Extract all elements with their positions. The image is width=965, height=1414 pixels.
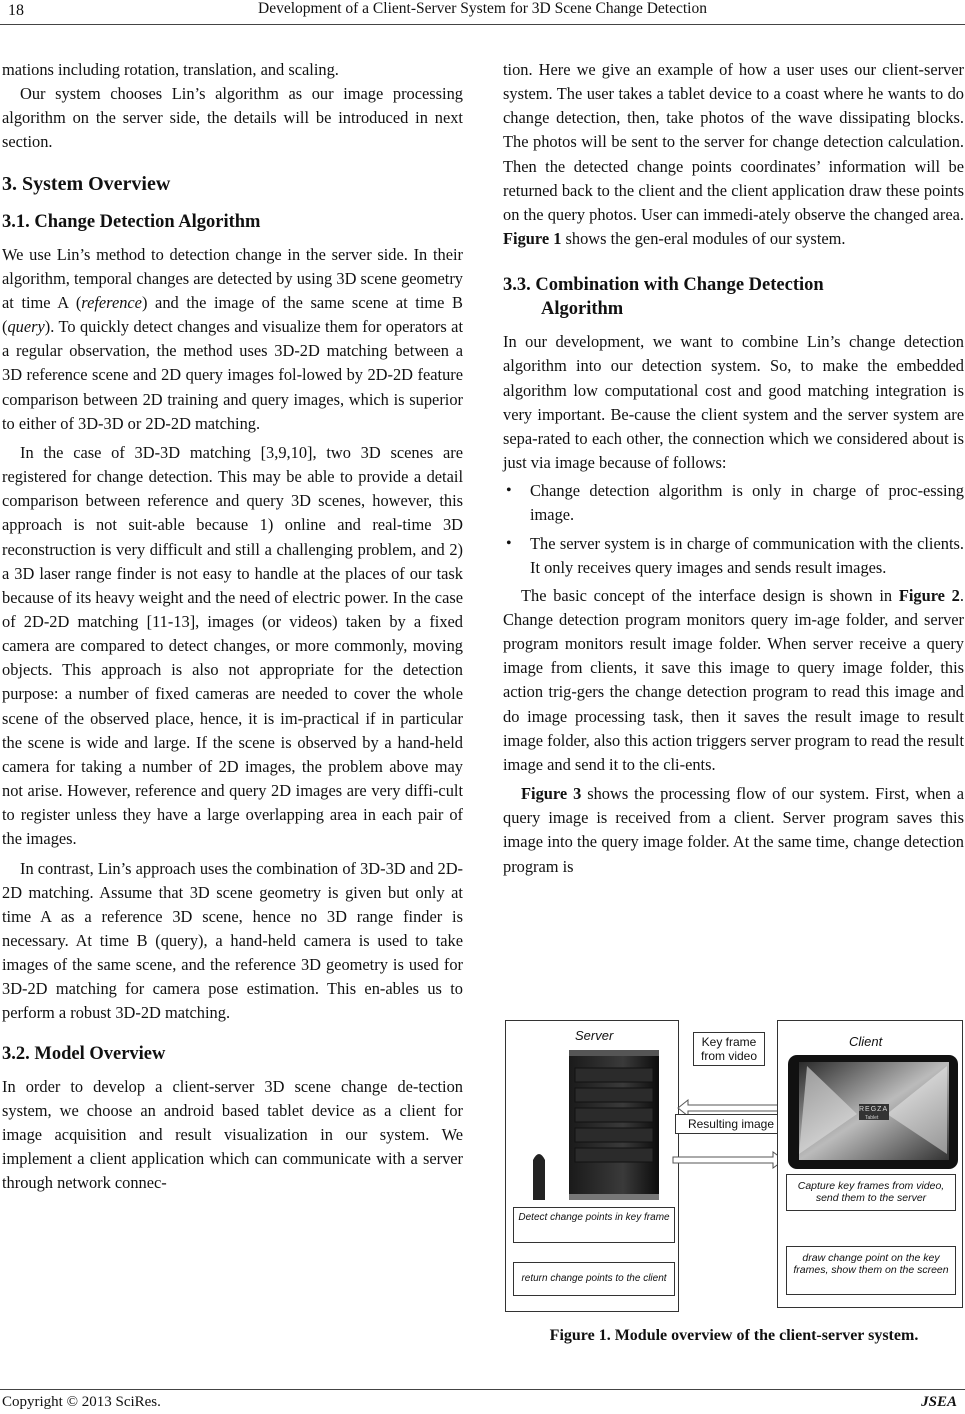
return-change-note: return change points to the client (513, 1262, 675, 1296)
journal-abbrev: JSEA (921, 1394, 957, 1410)
draw-change-point-note: draw change point on the key frames, show them on the screen (786, 1246, 956, 1295)
list-item: • The server system is in charge of communication with the clients. It only receives query images and sends result images. (503, 532, 964, 580)
italic-term: reference (81, 292, 142, 312)
right-arrow (668, 1150, 793, 1170)
client-label: Client (849, 1034, 883, 1049)
text-run: ) and the image of the same scene at time B ( (2, 292, 463, 337)
detect-change-note: Detect change points in key frame (513, 1207, 675, 1243)
paragraph (2, 243, 463, 436)
text-run: . Change detection program monitors query im-age folder, and server program monitors result image folder. When server receive a query image from clients, it save this image to query image folder, this action trig-gers the change detection program to read this image and do image processing task, then it saves the result image to result image folder, also this action triggers server program to read the result image and send it to the cli-ents. (503, 585, 964, 774)
text-run: tion. Here we give an example of how a user uses our client-server system. The user takes a tablet device to a coast where he wants to do change detection, then, take photos of the wave dissipating blocks. The photos will be sent to the server for change detection calculation. Then the detected change points coordinates’ information will be returned back to the client and the client application draw these points on the query photos. User can immedi-ately observe the changed area. (503, 60, 964, 224)
paragraph (503, 584, 964, 777)
text-run: shows the gen-eral modules of our system. (561, 229, 846, 249)
copyright: Copyright © 2013 SciRes. (2, 1394, 161, 1410)
paragraph (503, 782, 964, 879)
section-heading: 3. System Overview (2, 172, 171, 195)
text-run: ). To quickly detect changes and visualize them for operators at a regular observation, the method uses 3D-2D matching between a 3D reference scene and 2D query images fol-lowed by 2D-2D feature comparison between 2D training and query images, which is superior to either of 3D-3D or 2D-2D matching. (2, 317, 463, 433)
resulting-image-label: Resulting image (675, 1114, 787, 1134)
paragraph: mations including rotation, translation, and scaling. (2, 60, 339, 79)
heading-line: Algorithm (541, 299, 624, 320)
bullet-list (503, 479, 964, 580)
paragraph (503, 58, 964, 251)
text-run: shows the processing flow of our system. First, when a query image is received from a client. Server program saves this image into the query image folder. At the same time, change detection program is (503, 784, 964, 876)
paragraph: Our system chooses Lin’s algorithm as our image processing algorithm on the server side, the details will be introduced in next section. (2, 84, 463, 152)
paragraph: In our development, we want to combine Lin’s change detection algorithm into our detection system. So, to make the embedded algorithm low computational cost and good matching integration is very important. Be-cause the client system and the server system are sepa-rated to each other, the connection which we considered about is just via image because of follows: (503, 332, 964, 473)
module-overview-figure (505, 1020, 963, 1312)
figure-reference[interactable]: Figure 1 (503, 229, 562, 249)
capture-key-frames-note: Capture key frames from video, send them to the server (786, 1174, 956, 1211)
server-tower-image (525, 1048, 665, 1208)
text-run: We use Lin’s method to detection change in the server side. In their algorithm, temporal changes are detected by using 3D scene geometry at time A ( (2, 244, 463, 312)
tablet-sub: Tablet (865, 1115, 879, 1121)
left-column (2, 58, 463, 1195)
italic-term: query (7, 317, 45, 337)
figure-caption: Figure 1. Module overview of the client-server system. (549, 1327, 919, 1344)
figure-reference[interactable]: Figure 3 (521, 784, 582, 804)
subsection-heading: 3.2. Model Overview (2, 1043, 166, 1064)
header-divider (0, 24, 965, 25)
text-run: The basic concept of the interface design is shown in (521, 585, 899, 605)
paragraph: In contrast, Lin’s approach uses the combination of 3D-3D and 2D-2D matching. Assume that 3D scene geometry is given but only at time A as a reference 3D scene, hence no 3D range finder is necessary. At time B (query), a hand-held camera is used to take images of the same scene, and the reference 3D geometry is used for 3D-2D matching for camera pose estimation. This en-ables us to perform a robust 3D-2D matching. (2, 858, 463, 1023)
tablet-brand: REGZA (859, 1106, 889, 1113)
server-label: Server (575, 1028, 614, 1043)
right-column (503, 58, 964, 879)
subsection-heading: 3.1. Change Detection Algorithm (2, 211, 261, 232)
subsection-heading (503, 273, 964, 321)
list-item: • Change detection algorithm is only in charge of proc-essing image. (503, 479, 964, 527)
running-title: Development of a Client-Server System for 3D Scene Change Detection (258, 0, 707, 17)
paragraph: In the case of 3D-3D matching [3,9,10], two 3D scenes are registered for change detection. This may be able to provide a detail comparison between reference and query 3D scenes, however, this approach is not suit-able because 1) online and real-time 3D reconstruction is very difficult and still a challenging problem, and 2) a 3D laser range finder is not easy to handle at the places of our task because of its heavy weight and the need of electric power. In the case of 2D-2D matching [11-13], images (or videos) taken by a fixed camera are compared to detect changes, or more commonly, moving objects. This approach is also not appropriate for the detection purpose: a number of fixed cameras are needed to cover the whole scene of the observed place, hence, it is im-practical if in particular the scene is wide and large. If the scene is observed by a hand-held camera for taking a number of 2D images, the problem above may not arise. However, reference and query 2D images are very diffi-cult to register unless they have a large overlapping area in each pair of the images. (2, 442, 463, 849)
footer-divider (0, 1389, 965, 1390)
key-frame-label: Key frame from video (693, 1032, 765, 1066)
heading-line: 3.3. Combination with Change Detection (503, 275, 824, 296)
page-number: 18 (8, 2, 24, 19)
paragraph: In order to develop a client-server 3D scene change de-tection system, we choose an android based tablet device as a client for image acquisition and result visualization in our system. We implement a client application which can communicate with a server through network connec- (2, 1076, 463, 1193)
figure-reference[interactable]: Figure 2 (898, 585, 960, 605)
